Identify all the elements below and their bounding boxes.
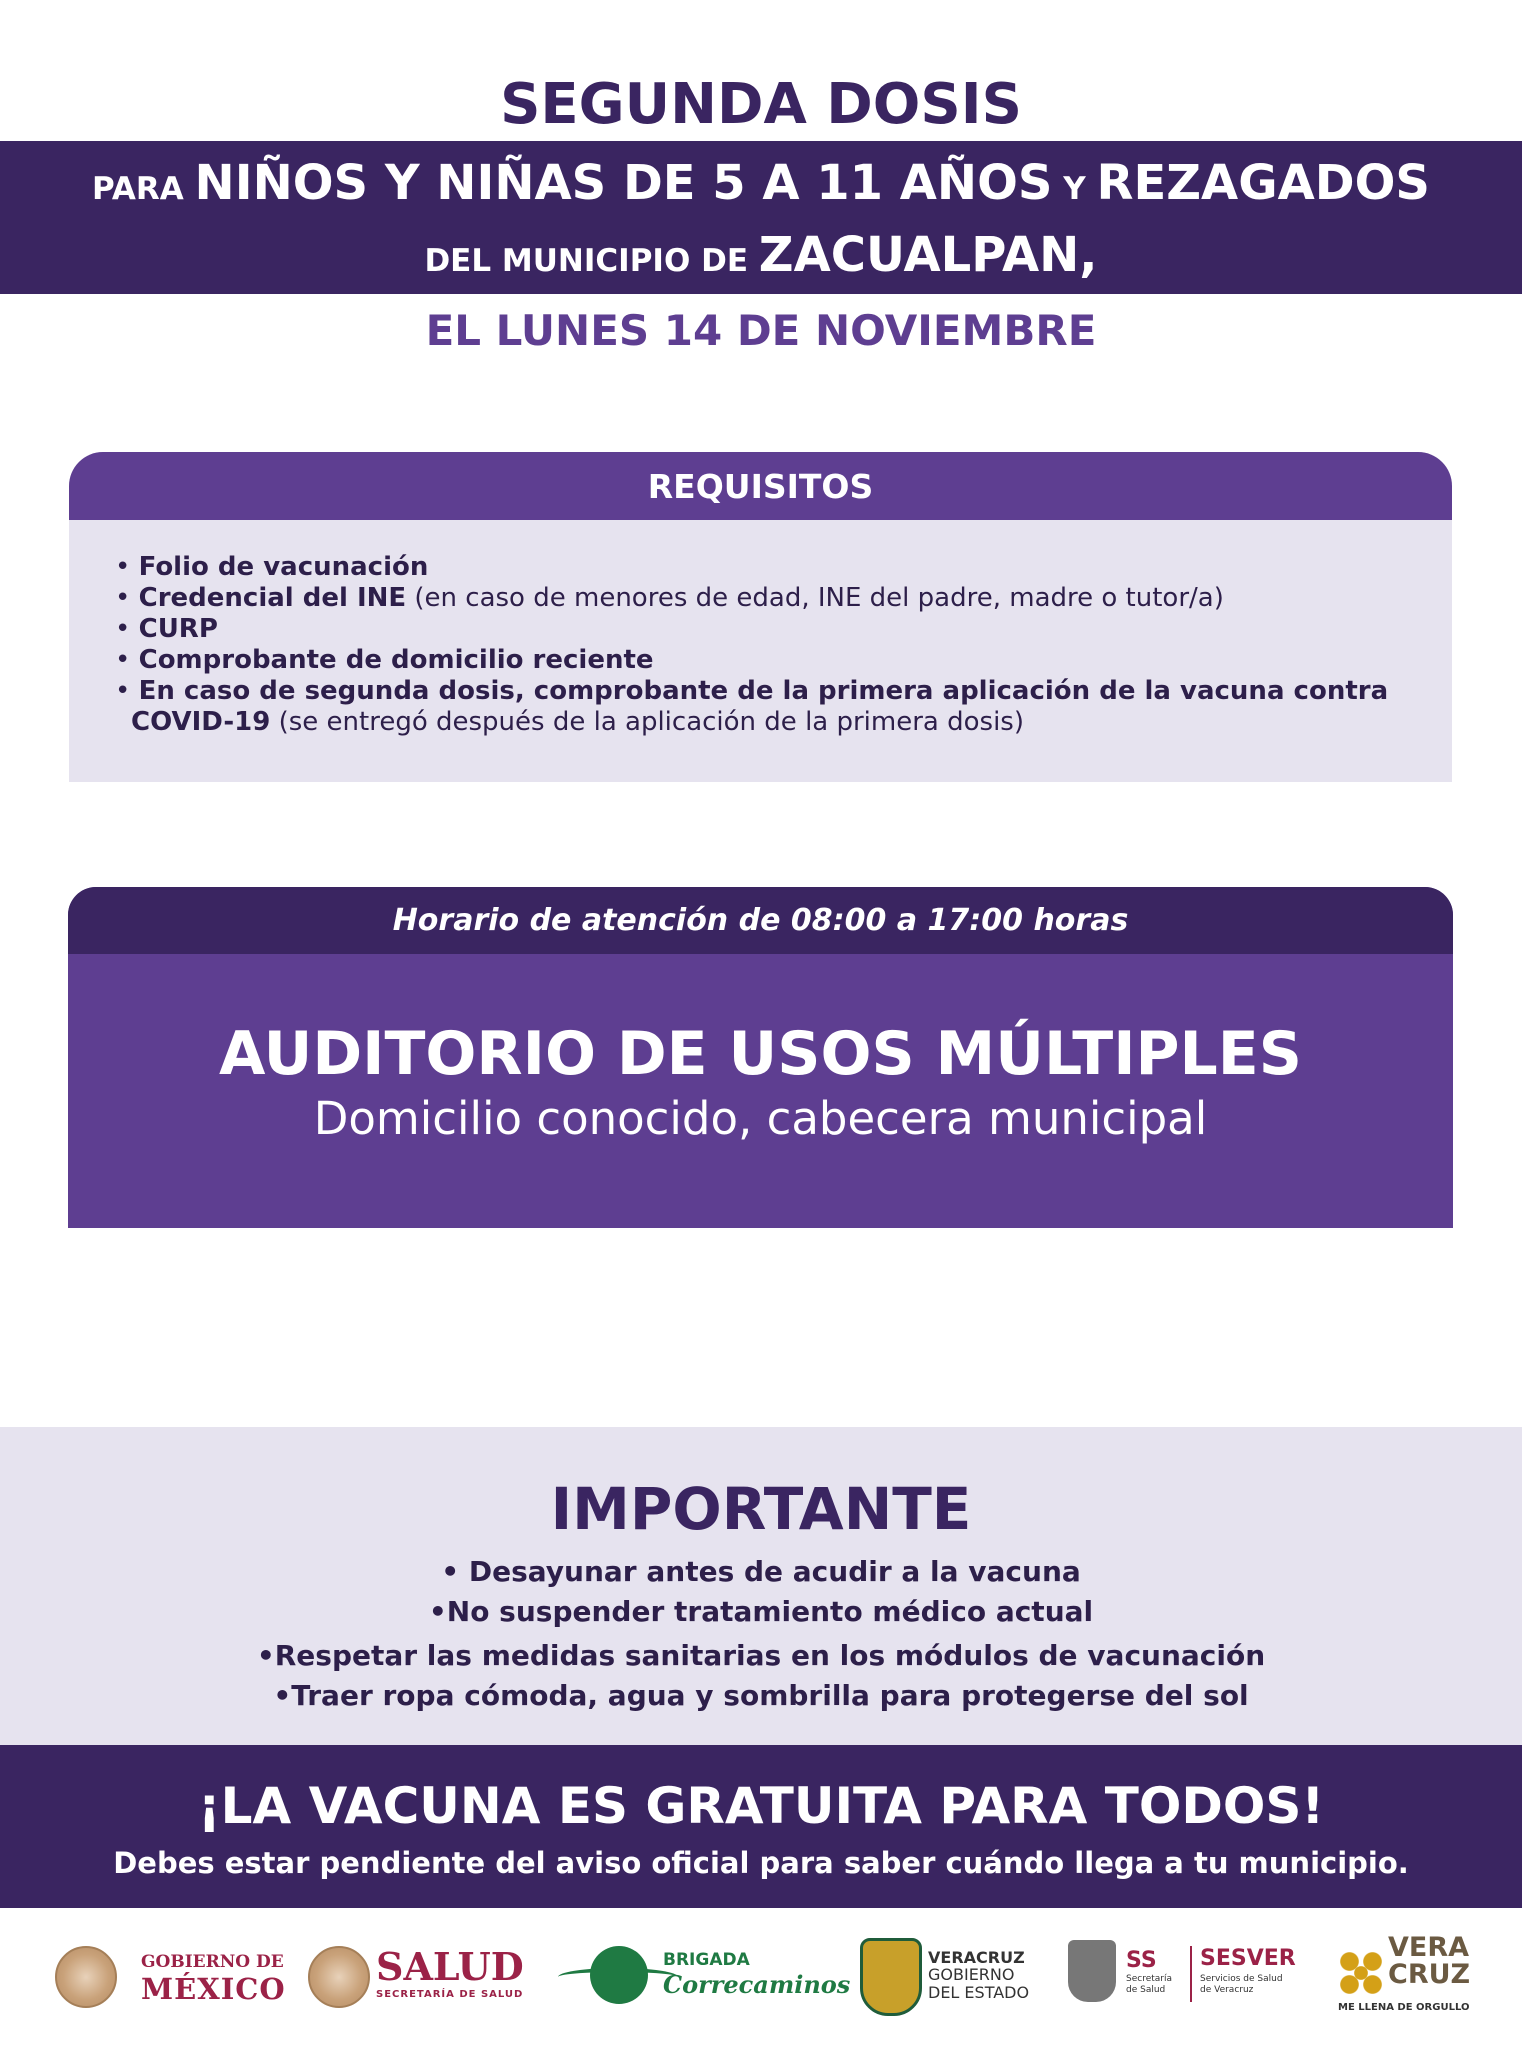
logo-text [1126,1974,1172,1996]
req-item-note: (en caso de menores de edad, INE del padre, madre o tutor/a) [406,583,1224,613]
logo-text: de Veracruz [1200,1985,1254,1995]
req-item-bold: Folio de vacunación [138,552,429,582]
veracruz-brand-logo [1338,1930,1488,2030]
coat-of-arms-icon [860,1938,922,2016]
header-audience: NIÑOS Y NIÑAS DE 5 A 11 AÑOS [194,155,1053,211]
req-item-bold: Comprobante de domicilio reciente [138,645,654,675]
list-item [115,614,1415,645]
footer-title: ¡LA VACUNA ES GRATUITA PARA TODOS! [197,1777,1325,1835]
requisitos-heading: REQUISITOS [69,452,1452,520]
ss-sesver-logo [1068,1930,1298,2030]
header-audience-line [0,155,1522,211]
emblem-icon [1068,1940,1116,2002]
eagle-seal-icon [55,1946,117,2008]
logo-text: ME LLENA DE ORGULLO [1338,2002,1470,2013]
list-item [115,645,1415,676]
requisitos-list [115,552,1415,738]
horario-label: Horario de atención de 08:00 a 17:00 horas [68,887,1453,954]
pattern-icon [1338,1950,1384,1996]
req-item-bold: COVID-19 [131,707,271,737]
veracruz-gobierno-logo [860,1930,1030,2030]
logo-text: de Salud [1126,1985,1166,1995]
list-item [115,676,1415,707]
importante-title: IMPORTANTE [550,1475,972,1543]
venue-name: AUDITORIO DE USOS MÚLTIPLES [219,1019,1302,1089]
logo-text: GOBIERNO DE [141,1952,284,1972]
sede-card [68,887,1453,1228]
municipio-name: ZACUALPAN, [758,227,1098,283]
importante-section [0,1427,1522,1745]
req-item-note: (se entregó después de la aplicación de la primera dosis) [270,707,1024,737]
logo-strip [0,1930,1522,2040]
municipio-prefix: DEL MUNICIPIO DE [424,243,759,279]
divider [1190,1946,1192,2002]
header-conjunction: Y [1052,171,1097,207]
header-municipio-line [0,227,1522,283]
brigada-correcaminos-logo [558,1930,851,2030]
logo-text: SS [1126,1948,1157,1973]
logo-text: DEL ESTADO [928,1983,1030,2002]
req-item-bold: En caso de segunda dosis, comprobante de la primera aplicación de la vacuna contra [138,676,1389,706]
list-item: •Traer ropa cómoda, agua y sombrilla para protegerse del sol [273,1679,1249,1712]
globe-icon [590,1946,648,2004]
logo-text [928,1966,1029,2002]
logo-text: VERA CRUZ [1388,1932,1471,1990]
list-item [115,583,1415,614]
req-item-bold: CURP [138,614,218,644]
logo-text: BRIGADA [663,1950,750,1970]
logo-text: SESVER [1200,1946,1296,1971]
footer-band [0,1745,1522,1908]
list-item: •No suspender tratamiento médico actual [428,1595,1094,1628]
logo-text: VERACRUZ [928,1948,1025,1967]
logo-text: MÉXICO [141,1972,286,2006]
header-prefix: PARA [92,171,195,207]
bullet: • [115,645,131,675]
gobierno-mexico-logo [55,1930,285,2030]
logo-text: Secretaría [1126,1974,1172,1984]
page-title: SEGUNDA DOSIS [500,72,1022,137]
header-rezagados: REZAGADOS [1096,155,1430,211]
list-item [115,552,1415,583]
logo-text: SALUD [376,1944,524,1989]
eagle-seal-icon [308,1946,370,2008]
logo-text: SECRETARÍA DE SALUD [376,1989,524,2000]
bullet: • [115,676,131,706]
list-item: • Desayunar antes de acudir a la vacuna [441,1555,1081,1588]
header-band [0,141,1522,294]
event-date: EL LUNES 14 DE NOVIEMBRE [425,306,1097,355]
bullet: • [115,552,131,582]
salud-logo [308,1930,538,2030]
bullet: • [115,614,131,644]
list-item: •Respetar las medidas sanitarias en los módulos de vacunación [256,1639,1266,1672]
venue-address: Domicilio conocido, cabecera municipal [313,1092,1208,1145]
requisitos-card [69,452,1452,782]
footer-subtitle: Debes estar pendiente del aviso oficial para saber cuándo llega a tu municipio. [113,1846,1409,1880]
logo-text: Servicios de Salud [1200,1974,1283,1984]
logo-text: GOBIERNO [928,1965,1015,1984]
logo-text [1200,1974,1283,1996]
req-item-bold: Credencial del INE [138,583,407,613]
list-item-continuation [115,707,1415,738]
logo-text: Correcaminos [663,1970,851,1999]
bullet: • [115,583,131,613]
